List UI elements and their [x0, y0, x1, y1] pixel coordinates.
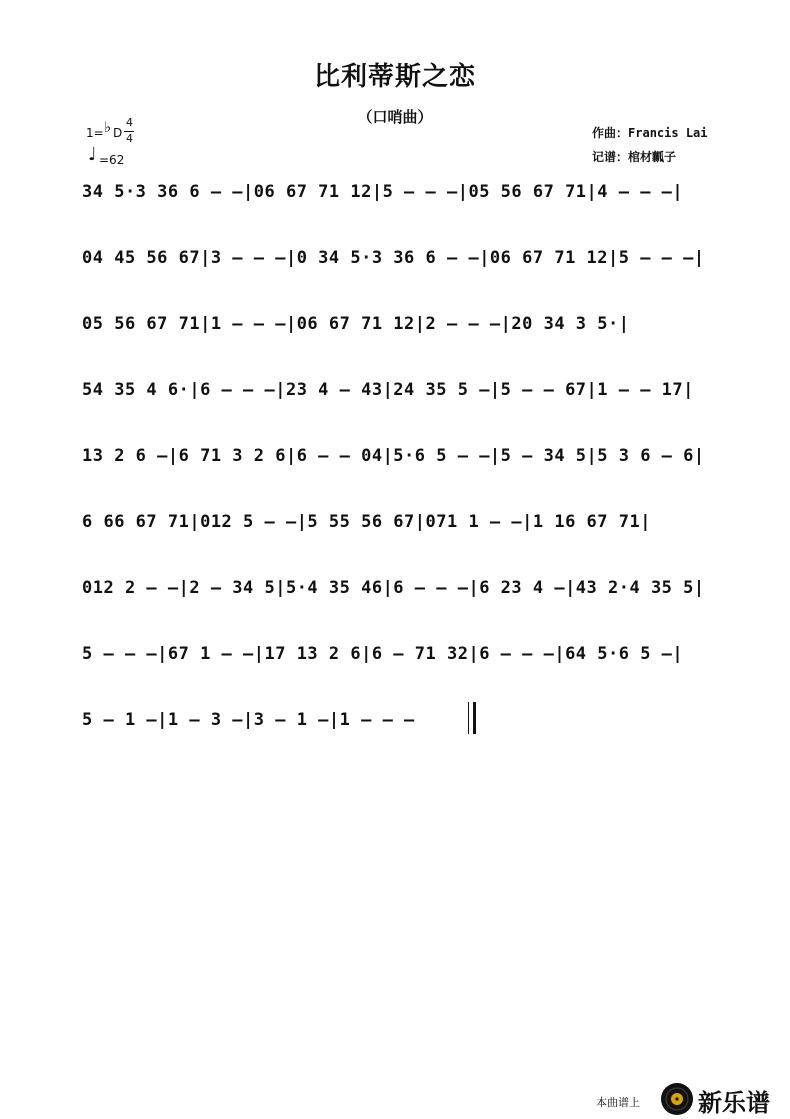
score-subtitle: （口哨曲） — [357, 108, 433, 126]
score-line-text: 5 – – –|67 1 – –|17 13 2 6|6 – 71 32|6 – – –|64 5·6 5 –| — [82, 644, 684, 664]
score-line-7 — [82, 574, 732, 640]
flat-sign: ♭ — [104, 118, 112, 136]
time-signature-numerator: 4 — [126, 116, 133, 129]
score-line-9 — [82, 706, 732, 772]
quarter-note-icon: ♩ — [88, 144, 97, 165]
tempo-value: =62 — [99, 153, 125, 167]
transcriber-label: 记谱： — [592, 150, 629, 164]
credits — [592, 121, 708, 169]
score-line-1 — [82, 178, 732, 244]
score-line-text: 6 66 67 71|012 5 – –|5 55 56 67|071 1 – –|1 16 67 71| — [82, 512, 651, 532]
score-line-text: 04 45 56 67|3 – – –|0 34 5·3 36 6 – –|06 67 71 12|5 – – –| — [82, 248, 705, 268]
score-line-2 — [82, 244, 732, 310]
score-line-text: 54 35 4 6·|6 – – –|23 4 – 43|24 35 5 –|5 – – 67|1 – – 17| — [82, 380, 694, 400]
score-line-text: 5 – 1 –|1 – 3 –|3 – 1 –|1 – – – — [82, 710, 415, 730]
score-line-text: 012 2 – –|2 – 34 5|5·4 35 46|6 – – –|6 23 4 –|43 2·4 35 5| — [82, 578, 705, 598]
key-prefix: 1= — [86, 126, 104, 140]
score-line-4 — [82, 376, 732, 442]
score-line-text: 05 56 67 71|1 – – –|06 67 71 12|2 – – –|20 34 3 5·| — [82, 314, 630, 334]
score-line-6 — [82, 508, 732, 574]
score-line-8 — [82, 640, 732, 706]
score-line-5 — [82, 442, 732, 508]
key-name: D — [113, 126, 123, 140]
brand-logo-text: 新乐谱 — [698, 1089, 770, 1117]
score-line-text: 34 5·3 36 6 – –|06 67 71 12|5 – – –|05 56 67 71|4 – – –| — [82, 182, 684, 202]
composer-label: 作曲： — [592, 126, 629, 140]
footer-prefix: 本曲谱上 — [596, 1096, 640, 1109]
key-signature — [86, 116, 176, 172]
composer-row — [592, 121, 708, 145]
score-line-3 — [82, 310, 732, 376]
vinyl-record-icon — [660, 1082, 694, 1116]
score-line-text: 13 2 6 –|6 71 3 2 6|6 – – 04|5·6 5 – –|5 – 34 5|5 3 6 – 6| — [82, 446, 705, 466]
score-title: 比利蒂斯之恋 — [313, 62, 476, 92]
composer-name: Francis Lai — [628, 126, 708, 140]
transcriber-name: 棺材瓤子 — [628, 150, 677, 164]
numbered-notation-score — [82, 178, 732, 772]
time-signature-denominator: 4 — [126, 132, 133, 145]
transcriber-row — [592, 145, 708, 169]
